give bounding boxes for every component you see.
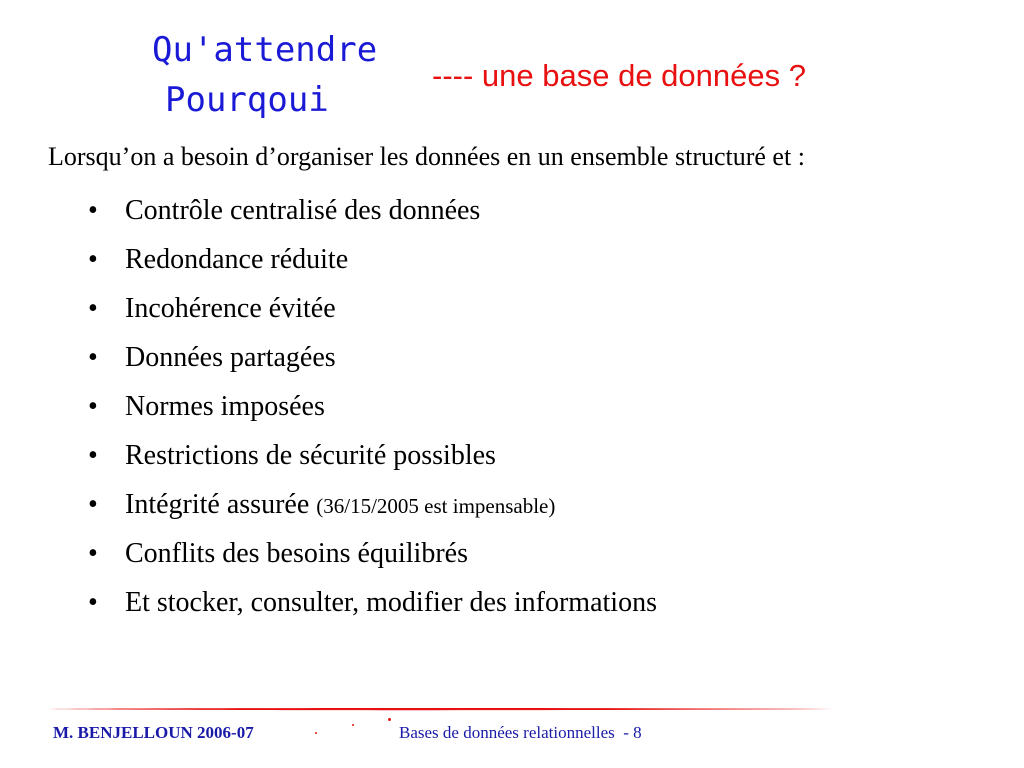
footer-author: M. BENJELLOUN 2006-07 [53, 723, 254, 742]
bullet-text: Contrôle centralisé des données [125, 195, 481, 226]
bullet-dot-icon: • [88, 538, 98, 569]
bullet-text: Normes imposées [125, 391, 325, 422]
bullet-text: Incohérence évitée [125, 293, 336, 324]
bullet-note: (36/15/2005 est impensable) [316, 494, 556, 518]
bullet-dot-icon: • [88, 489, 98, 520]
footer-course-title: Bases de données relationnelles [399, 723, 615, 742]
footer-divider [48, 707, 834, 711]
title-line-2: Pourqoui [165, 80, 329, 120]
bullet-text: Conflits des besoins équilibrés [125, 538, 468, 569]
title-line-1: Qu'attendre [152, 30, 378, 70]
decorative-dot-icon [352, 724, 354, 726]
decorative-dot-icon [388, 718, 391, 721]
bullet-main-text: Intégrité assurée [125, 489, 317, 520]
bullet-dot-icon: • [88, 440, 98, 471]
bullet-text: Données partagées [125, 342, 336, 373]
bullet-dot-icon: • [88, 342, 98, 373]
bullet-dot-icon: • [88, 391, 98, 422]
bullet-text [125, 486, 555, 525]
bullet-dot-icon: • [88, 195, 98, 226]
bullet-text: Et stocker, consulter, modifier des informations [125, 587, 657, 618]
intro-text: Lorsqu’on a besoin d’organiser les données en un ensemble structuré et : [48, 142, 805, 171]
bullet-dot-icon: • [88, 244, 98, 275]
bullet-dot-icon: • [88, 587, 98, 618]
footer-course [399, 722, 642, 744]
bullet-text: Redondance réduite [125, 244, 349, 275]
decorative-dot-icon [315, 732, 317, 734]
bullet-dot-icon: • [88, 293, 98, 324]
footer-page-number: - 8 [623, 723, 642, 742]
bullet-text: Restrictions de sécurité possibles [125, 440, 496, 471]
title-subtitle: ---- une base de données ? [432, 58, 806, 93]
